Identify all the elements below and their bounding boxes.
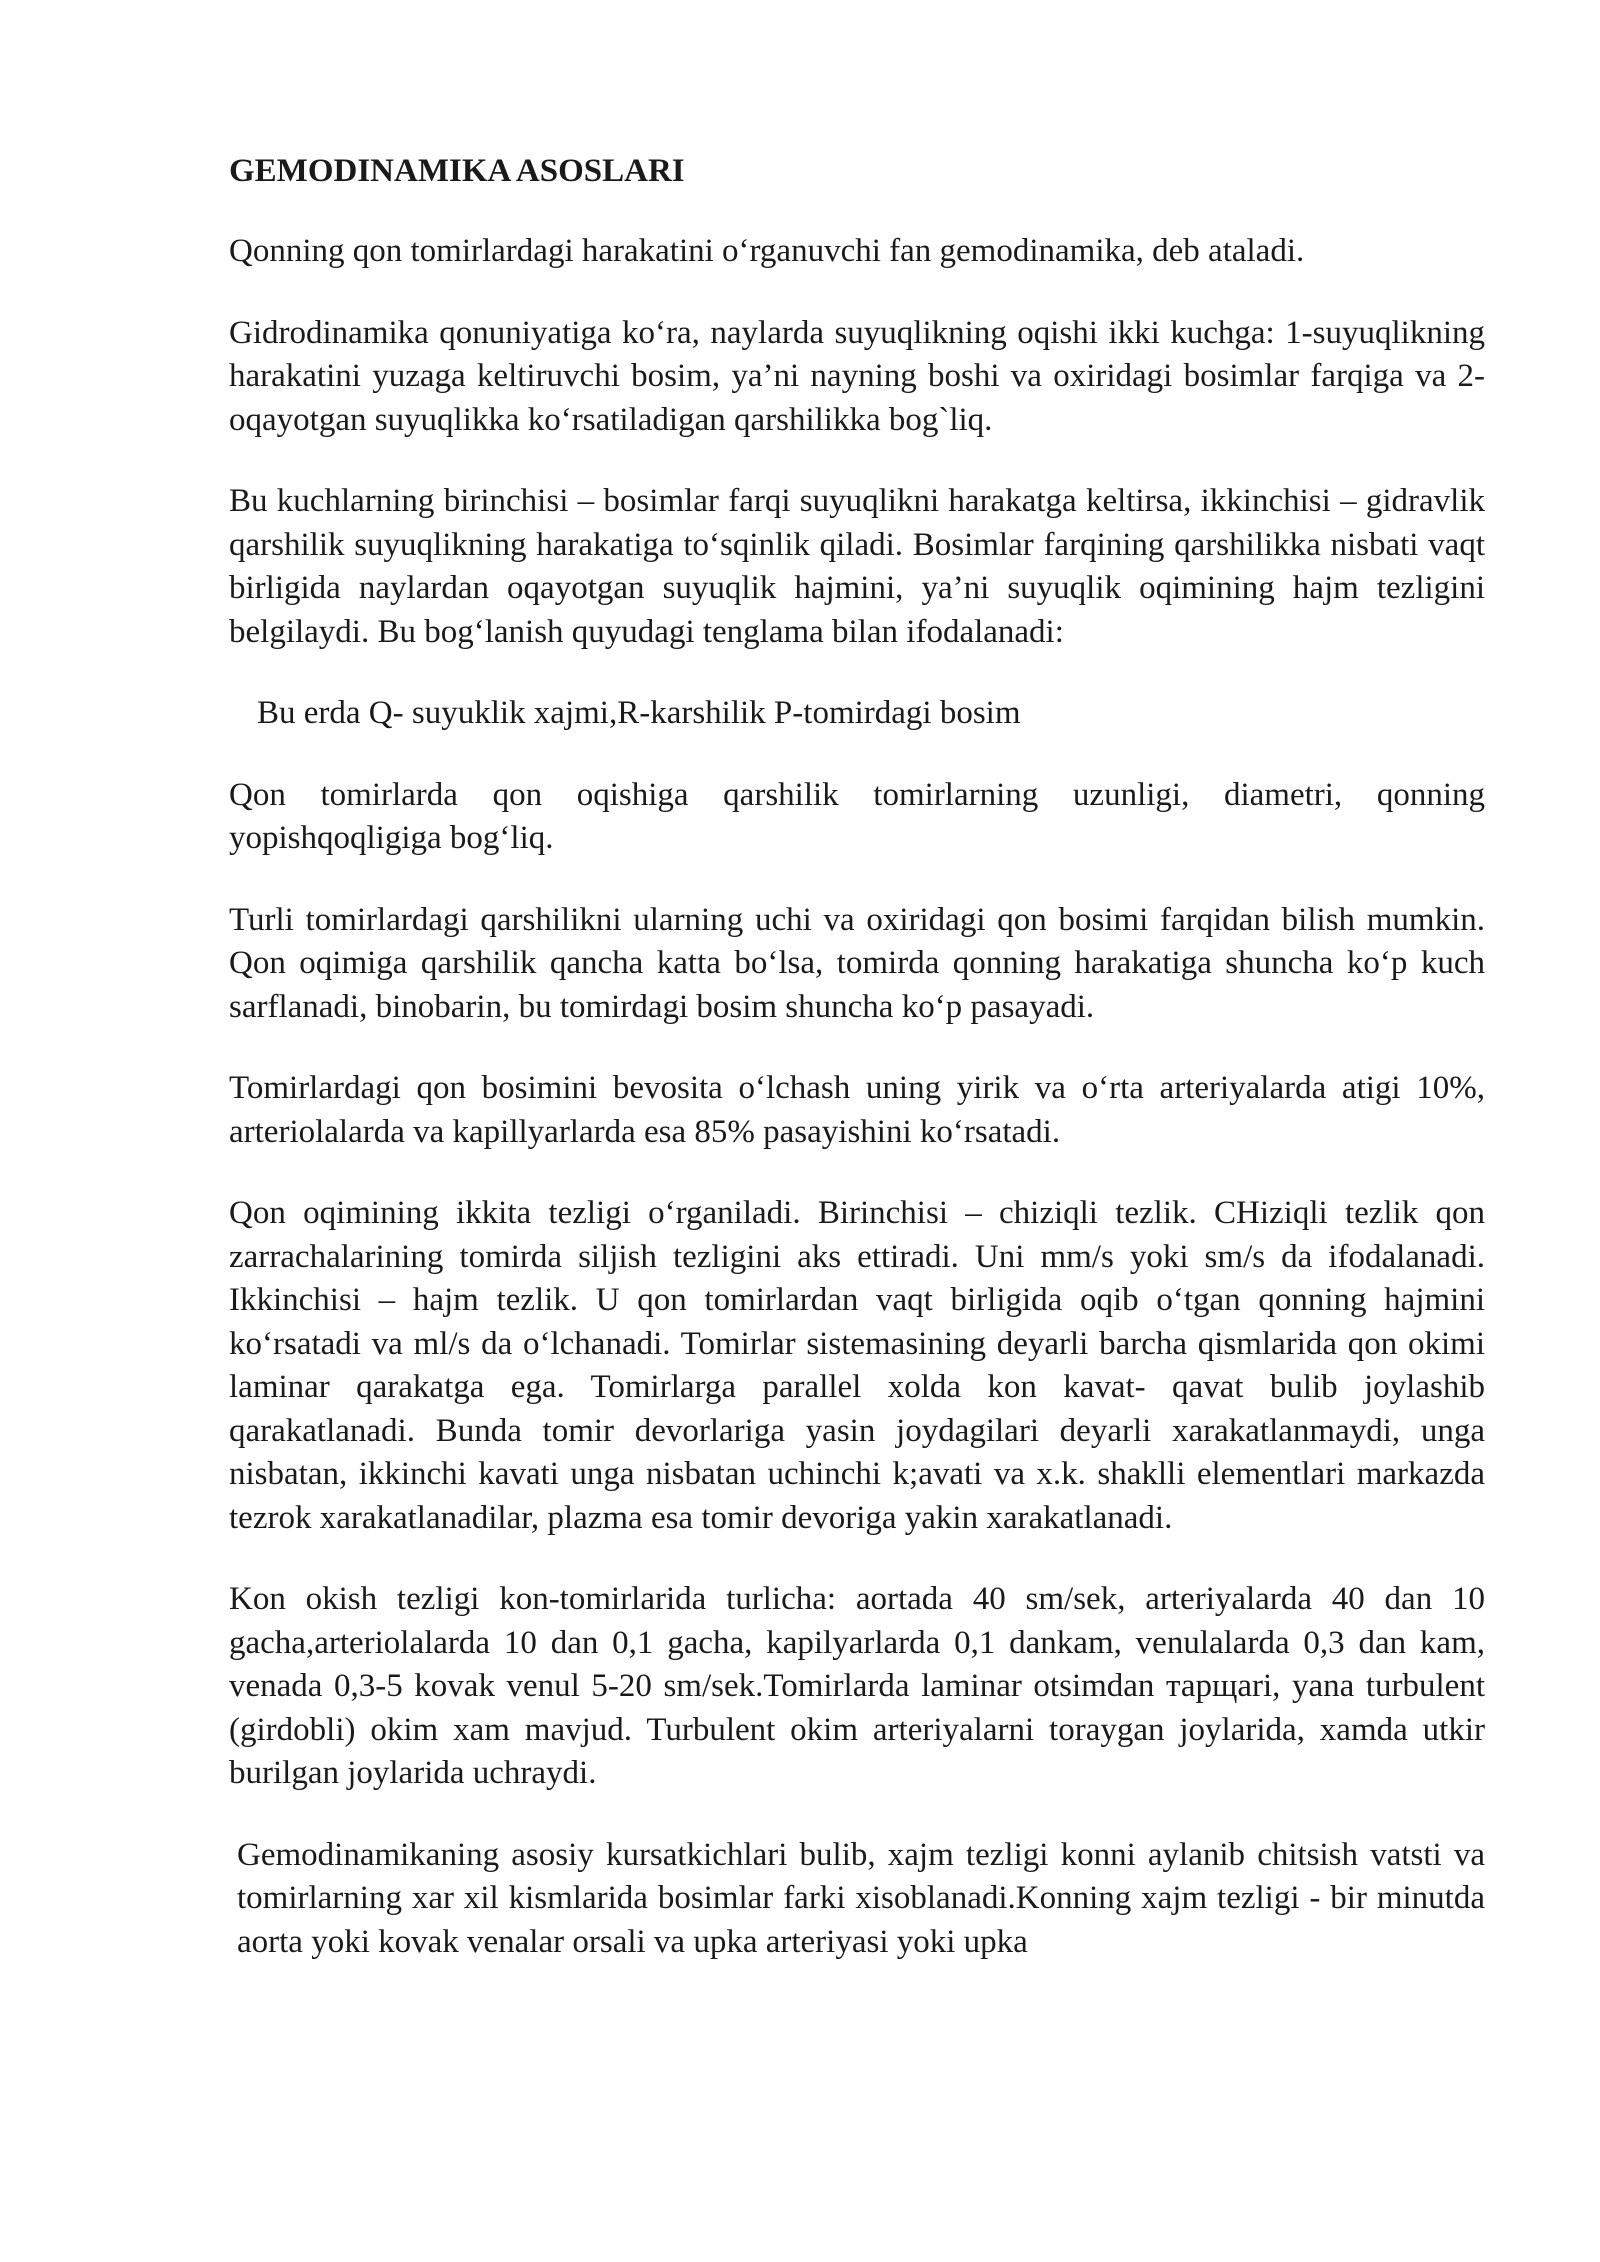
paragraph-formula-legend: Bu erda Q- suyuklik xajmi,R-karshilik P-tomirdagi bosim [257, 695, 1021, 731]
paragraph-definition: Qonning qon tomirlardagi harakatini o‘rganuvchi fan gemodinamika, deb ataladi. [229, 233, 1305, 269]
document-page [229, 150, 1485, 1964]
paragraph-measurement: Tomirlardagi qon bosimini bevosita o‘lchash uning yirik va o‘rta arteriyalarda atigi 10%, arteriolalarda va kapillyarlarda esa 85% pasayishini ko‘rsatadi. [229, 1070, 1485, 1150]
paragraph-flow-speeds: Kon okish tezligi kon-tomirlarida turlicha: aortada 40 sm/sek, arteriyalarda 40 dan 10 gacha,arteriolalarda 10 dan 0,1 gacha, kapilyarlarda 0,1 dankam, venulalarda 0,3 dan kam, venada 0,3-5 kovak venul 5-20 sm/sek.Tomirlarda laminar otsimdan тарщari, yana turbulent (girdobli) okim xam mavjud. Turbulent okim arteriyalarni toraygan joylarida, xamda utkir burilgan joylarida uchraydi. [229, 1581, 1485, 1791]
document-title: GEMODINAMIKA ASOSLARI [229, 153, 685, 189]
paragraph-forces: Bu kuchlarning birinchisi – bosimlar farqi suyuqlikni harakatga keltirsa, ikkinchisi – gidravlik qarshilik suyuqlikning harakatiga to‘sqinlik qiladi. Bosimlar farqining qarshilikka nisbati vaqt birligida naylardan oqayotgan suyuqlik hajmini, ya’ni suyuqlik oqimining hajm tezligini belgilaydi. Bu bog‘lanish quyudagi tenglama bilan ifodalanadi: [229, 483, 1485, 650]
paragraph-hydrodynamics: Gidrodinamika qonuniyatiga ko‘ra, naylarda suyuqlikning oqishi ikki kuchga: 1-suyuqlikning harakatini yuzaga keltiruvchi bosim, ya’ni nayning boshi va oxiridagi bosimlar farqiga va 2-oqayotgan suyuqlikka ko‘rsatiladigan qarshilikka bog`liq. [229, 314, 1485, 438]
paragraph-indicators: Gemodinamikaning asosiy kursatkichlari bulib, xajm tezligi konni aylanib chitsish vatsti va tomirlarning xar xil kismlarida bosimlar farki xisoblanadi.Konning xajm tezligi - bir minutda aorta yoki kovak venalar orsali va upka arteriyasi yoki upka [237, 1836, 1485, 1960]
paragraph-pressure-drop: Turli tomirlardagi qarshilikni ularning uchi va oxiridagi qon bosimi farqidan bilish mumkin. Qon oqimiga qarshilik qancha katta bo‘lsa, tomirda qonning harakatiga shuncha ko‘p kuch sarflanadi, binobarin, bu tomirdagi bosim shuncha ko‘p pasayadi. [229, 901, 1485, 1025]
paragraph-resistance: Qon tomirlarda qon oqishiga qarshilik tomirlarning uzunligi, diametri, qonning yopishqoqligiga bog‘liq. [229, 776, 1485, 856]
paragraph-velocity: Qon oqimining ikkita tezligi o‘rganiladi. Birinchisi – chiziqli tezlik. CHiziqli tezlik qon zarrachalarining tomirda siljish tezligini aks ettiradi. Uni mm/s yoki sm/s da ifodalanadi. Ikkinchisi – hajm tezlik. U qon tomirlardan vaqt birligida oqib o‘tgan qonning hajmini ko‘rsatadi va ml/s da o‘lchanadi. Tomirlar sistemasining deyarli barcha qismlarida qon okimi laminar qarakatga ega. Tomirlarga parallel xolda kon kavat- qavat bulib joylashib qarakatlanadi. Bunda tomir devorlariga yasin joydagilari deyarli xarakatlanmaydi, unga nisbatan, ikkinchi kavati unga nisbatan uchinchi k;avati va x.k. shaklli elementlari markazda tezrok xarakatlanadilar, plazma esa tomir devoriga yakin xarakatlanadi. [229, 1195, 1485, 1536]
